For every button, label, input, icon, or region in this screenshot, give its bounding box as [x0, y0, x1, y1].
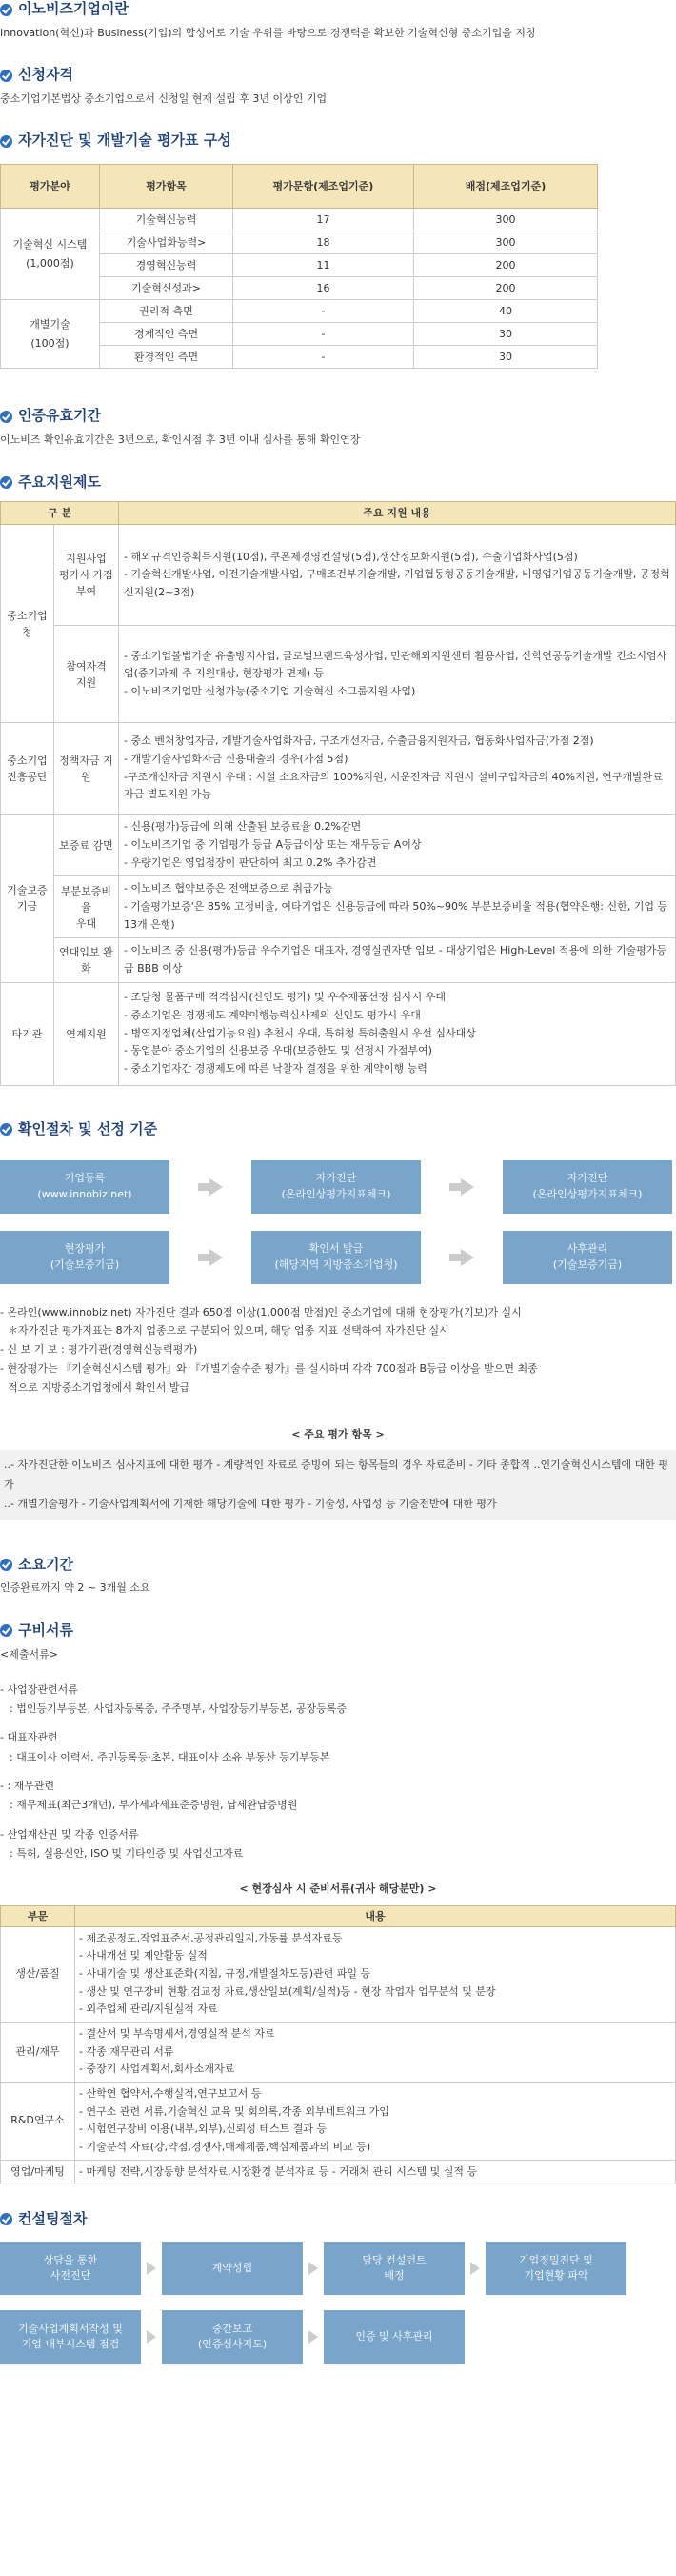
arrow-right-icon	[421, 1249, 503, 1266]
arrow-right-icon	[141, 2330, 162, 2344]
support-org: 중소기업청	[1, 525, 54, 723]
eval-field: 개별기술 (100점)	[1, 300, 100, 369]
eval-item: 기술혁신능력	[100, 209, 233, 231]
prep-content: - 마케팅 전략,시장동향 분석자료,시장환경 분석자료 등 - 거래처 관리 시스템 및 실적 등	[75, 2160, 676, 2184]
prep-content: - 결산서 및 부속명세서,경영실적 분석 자료 - 각종 재무관리 서류 - 중장기 사업계획서,회사소개자료	[75, 2022, 676, 2082]
check-icon	[0, 70, 12, 82]
prep-header-part: 부문	[1, 1905, 75, 1926]
eval-score: 200	[414, 277, 598, 300]
support-content: - 중소 벤처창업자금, 개발기술사업화자금, 구조개선자금, 수출금융지원자금, 협동화사업자금(가점 2점) - 개발기술사업화자금 신용대출의 경우(가점 5점) -구조개선자금 지원시 우대 : 시설 소요자금의 100%지원, 시운전자금 지원시 설비구입자금의 40%지원, 연구개발완료 자금 별도지원 가능	[119, 723, 676, 815]
process-notes	[0, 1303, 676, 1398]
eval-header-field: 평가분야	[1, 165, 100, 209]
document-head: - 산업재산권 및 각종 인증서류	[0, 1827, 139, 1841]
eval-items-title: < 주요 평가 항목 >	[291, 1427, 385, 1440]
prep-content: - 산학연 협약서,수행실적,연구보고서 등 - 연구소 관련 서류,기술혁신 교육 및 회의록,각종 외부네트워크 가입 - 시험연구장비 이용(내부,외부),신뢰성 테스트 결과 등 - 기술분석 자료(강,약점,경쟁사,매체제품,핵심제품과의 비교 등)	[75, 2083, 676, 2161]
check-icon	[0, 1559, 12, 1571]
eval-item: 경영혁신능력	[100, 254, 233, 277]
period-text: 인증완료까지 약 2 ~ 3개월 소요	[0, 1581, 150, 1595]
document-head: - : 재무관련	[0, 1780, 55, 1793]
note-line: ＊자가진단 평가지표는 8가지 업종으로 구분되어 있으며, 해당 업종 지표 선택하여 자가진단 실시	[8, 1324, 449, 1338]
process-step: 확인서 발급 (해당지역 지방중소기업청)	[251, 1231, 421, 1284]
support-type: 정책자금 지 원	[54, 723, 119, 815]
eval-item: 권리적 측면	[100, 300, 233, 323]
table-row	[1, 626, 676, 723]
arrow-right-icon	[169, 1178, 251, 1196]
eval-questions: 17	[233, 209, 414, 231]
support-header-content: 주요 지원 내용	[119, 502, 676, 525]
support-org: 기술보증 기금	[1, 815, 54, 983]
arrow-right-icon	[421, 1178, 503, 1196]
support-org: 중소기업 진흥공단	[1, 723, 54, 815]
eval-item: 기술혁신성과>	[100, 277, 233, 300]
eval-score: 40	[414, 300, 598, 323]
process-step: 자가진단 (온라인상평가지표체크)	[503, 1160, 672, 1214]
section-title-qualification: 신청자격	[0, 66, 676, 85]
prep-header-content: 내용	[75, 1905, 676, 1926]
consult-flow-row-2	[0, 2310, 676, 2364]
documents-label: <제출서류>	[0, 1648, 58, 1661]
table-row	[1, 982, 676, 1085]
eval-item: 경제적인 측면	[100, 323, 233, 346]
eval-item: 환경적인 측면	[100, 346, 233, 369]
consult-step: 중간보고 (인증심사지도)	[162, 2310, 303, 2364]
support-type: 부분보증비율 우대	[54, 876, 119, 938]
document-sub: : 법인등기부등본, 사업자등록증, 주주명부, 사업장등기부등본, 공장등록증	[10, 1702, 347, 1716]
prep-content: - 제조공정도,작업표준서,공정관리일지,가동률 분석자료등 - 사내개선 및 제안활동 실적 - 사내기술 및 생산표준화(지침, 규정,개발절차도등)관련 파일 등 - 생산 및 연구장비 현황,검교정 자료,생산일보(계획/실적)등 - 현장 작업자 업무분석 및 분장 - 외주업체 관리/지원실적 자료	[75, 1926, 676, 2022]
validity-text: 이노비즈 확인유효기간은 3년으로, 확인시점 후 3년 이내 심사를 통해 확인연장	[0, 433, 361, 447]
check-icon	[0, 1123, 12, 1136]
documents-list	[0, 1645, 676, 1863]
note-line: - 신 보 기 보 : 평가기관(경영혁신능력평가)	[0, 1343, 198, 1357]
check-icon	[0, 2213, 12, 2225]
eval-questions: -	[233, 300, 414, 323]
support-org: 타기관	[1, 982, 54, 1085]
table-row	[1, 209, 598, 231]
arrow-right-icon	[169, 1249, 251, 1266]
check-icon	[0, 1624, 12, 1637]
process-flow-row-2	[0, 1231, 676, 1284]
table-row	[1, 2160, 676, 2184]
note-line: - 온라인(www.innobiz.net) 자가진단 결과 650점 이상(1,000점 만점)인 중소기업에 대해 현장평가(기보)가 실시	[0, 1305, 522, 1318]
consult-step: 인증 및 사후관리	[324, 2310, 465, 2364]
check-icon	[0, 135, 12, 148]
eval-score: 300	[414, 231, 598, 254]
support-content: - 해외규격인증획득지원(10점), 쿠폰제경영컨설팅(5점),생산정보화지원(5점), 수출기업화사업(5점) - 기술혁신개발사업, 이전기술개발사업, 구매조건부기술개발, 기업협동형공동기술개발, 비영업기업공동기술개발, 공정혁신지원(2~3점)	[119, 525, 676, 626]
eval-score: 30	[414, 346, 598, 369]
consult-step: 기술사업계획서작성 및 기업 내부시스템 점검	[0, 2310, 141, 2364]
eval-questions: 18	[233, 231, 414, 254]
table-row	[1, 2022, 676, 2082]
consult-step: 담당 컨설턴트 배정	[324, 2242, 465, 2295]
eval-score: 300	[414, 209, 598, 231]
section-title-validity: 인증유효기간	[0, 407, 676, 426]
prep-part: 관리/재무	[1, 2022, 75, 2082]
table-row	[1, 1926, 676, 2022]
eval-questions: -	[233, 323, 414, 346]
table-row	[1, 723, 676, 815]
note-line: - 현장평가는 『기술혁신시스템 평가』와 『개별기술수준 평가』를 실시하며 각각 700점과 B등급 이상을 받으면 최종	[0, 1362, 538, 1376]
eval-field: 기술혁신 시스템 (1,000점)	[1, 209, 100, 300]
evaluation-table	[0, 164, 598, 369]
arrow-right-icon	[303, 2262, 324, 2275]
check-icon	[0, 476, 12, 489]
table-row	[1, 300, 598, 323]
document-sub: : 대표이사 이력서, 주민등록등·초본, 대표이사 소유 부동산 등기부등본	[10, 1750, 330, 1763]
table-row	[1, 2083, 676, 2161]
eval-questions: -	[233, 346, 414, 369]
support-table	[0, 501, 676, 1086]
intro-text: Innovation(혁신)과 Business(기업)의 합성어로 기술 우위를 바탕으로 경쟁력을 확보한 기술혁신형 중소기업을 지칭	[0, 27, 536, 39]
table-row	[1, 938, 676, 982]
document-sub: : 재무제표(최근3개년), 부가세과세표준증명원, 납세완납증명원	[10, 1799, 298, 1812]
document-sub: : 특허, 실용신안, ISO 및 기타인증 및 사업신고자료	[10, 1847, 244, 1861]
eval-questions: 11	[233, 254, 414, 277]
qualification-text: 중소기업기본법상 중소기업으로서 신청일 현재 설립 후 3년 이상인 기업	[0, 92, 328, 106]
check-icon	[0, 4, 12, 16]
prep-part: 영업/마케팅	[1, 2160, 75, 2184]
support-type: 지원사업 평가시 가점 부여	[54, 525, 119, 626]
eval-header-item: 평가항목	[100, 165, 233, 209]
prep-part: R&D연구소	[1, 2083, 75, 2161]
support-content: - 이노비즈 협약보증은 전액보증으로 취급가능 -'기술평가보증'은 85% 고정비율, 여타기업은 신용등급에 따라 50%~90% 부분보증비율 적용(협약은행: 신한, 기업 등 13개 은행)	[119, 876, 676, 938]
section-title-evaluation: 자가진단 및 개발기술 평가표 구성	[0, 131, 676, 151]
eval-items-box	[0, 1450, 676, 1521]
section-title-consulting: 컨설팅절차	[0, 2209, 676, 2228]
process-step: 현장평가 (기술보증기금)	[0, 1231, 169, 1284]
consult-step: 상담을 통한 사전진단	[0, 2242, 141, 2295]
eval-score: 30	[414, 323, 598, 346]
prep-table	[0, 1905, 676, 2185]
section-title-documents: 구비서류	[0, 1620, 676, 1640]
support-type: 연대입보 완 화	[54, 938, 119, 982]
section-title-support: 주요지원제도	[0, 473, 676, 492]
support-content: - 조달청 물품구매 적격심사(신인도 평가) 및 우수제품선정 심사시 우대 - 중소기업은 경쟁제도 계약이행능력심사제의 신인도 평가시 우대 - 병역지정업체(산업기능요원) 추천시 우대, 특허청 특허출원시 우선 심사대상 - 동업분야 중소기업의 신용보증 우대(보증한도 및 선정시 가점부여) - 중소기업자간 경쟁제도에 따른 낙찰자 결정을 위한 계약이행 능력	[119, 982, 676, 1085]
note-line: 적으로 지방중소기업청에서 확인서 발급	[8, 1380, 190, 1394]
document-head: - 대표자관련	[0, 1731, 58, 1744]
eval-score: 200	[414, 254, 598, 277]
process-step: 사후관리 (기술보증기금)	[503, 1231, 672, 1284]
support-type: 보증료 감면	[54, 815, 119, 876]
consult-step: 계약성립	[162, 2242, 303, 2295]
consult-step: 기업정밀진단 및 기업현황 파악	[486, 2242, 626, 2295]
support-content: - 중소기업볼법기술 유출방지사업, 글로벌브랜드육성사업, 민관해외지원센터 활용사업, 산학연공동기술개발 컨소시엄사업(중기과제 주 지원대상, 현장평가 면제) 등 - 이노비즈기업만 신청가능(중소기업 기술혁신 소그룹지원 사업)	[119, 626, 676, 723]
process-flow-row-1	[0, 1160, 676, 1214]
eval-item-line: ..- 개별기술평가 - 기술사업계획서에 기재한 해당기술에 대한 평가 - 기술성, 사업성 등 기술전반에 대한 평가	[4, 1498, 497, 1511]
process-step: 기업등록 (www.innobiz.net)	[0, 1160, 169, 1214]
document-head: - 사업장관련서류	[0, 1682, 78, 1696]
eval-item: 기술사업화능력>	[100, 231, 233, 254]
process-step: 자가진단 (온라인상평가지표체크)	[251, 1160, 421, 1214]
table-row	[1, 876, 676, 938]
consult-flow-row-1	[0, 2242, 676, 2295]
eval-questions: 16	[233, 277, 414, 300]
arrow-right-icon	[465, 2262, 486, 2275]
table-row	[1, 815, 676, 876]
arrow-right-icon	[303, 2330, 324, 2344]
eval-header-score: 배점(제조업기준)	[414, 165, 598, 209]
arrow-right-icon	[141, 2262, 162, 2275]
table-row	[1, 525, 676, 626]
eval-item-line: ..- 자가진단한 이노비즈 심사지표에 대한 평가 - 계량적인 자료로 증빙이 되는 항목들의 경우 자료준비 - 기타 종합적 ..인기술혁신시스템에 대한 평가	[4, 1458, 669, 1491]
support-header-category: 구 분	[1, 502, 119, 525]
section-title-period: 소요기간	[0, 1555, 676, 1574]
support-content: - 이노비즈 중 신용(평가)등급 우수기업은 대표자, 경영실권자만 입보 - 대상기업은 High-Level 적용에 의한 기술평가등급 BBB 이상	[119, 938, 676, 982]
prep-part: 생산/품질	[1, 1926, 75, 2022]
eval-header-questions: 평가문항(제조업기준)	[233, 165, 414, 209]
section-title-intro: 이노비즈기업이란	[0, 0, 676, 19]
prep-table-title: < 현장심사 시 준비서류(귀사 해당분만) >	[239, 1882, 437, 1896]
check-icon	[0, 411, 12, 423]
support-type: 참여자격 지원	[54, 626, 119, 723]
support-content: - 신용(평가)등급에 의해 산출된 보증료율 0.2%감면 - 이노비즈기업 중 기업평가 등급 A등급이상 또는 재무등급 A이상 - 우량기업은 영업점장이 판단하여 최고 0.2% 추가감면	[119, 815, 676, 876]
section-title-process: 확인절차 및 선정 기준	[0, 1120, 676, 1139]
support-type: 연계지원	[54, 982, 119, 1085]
